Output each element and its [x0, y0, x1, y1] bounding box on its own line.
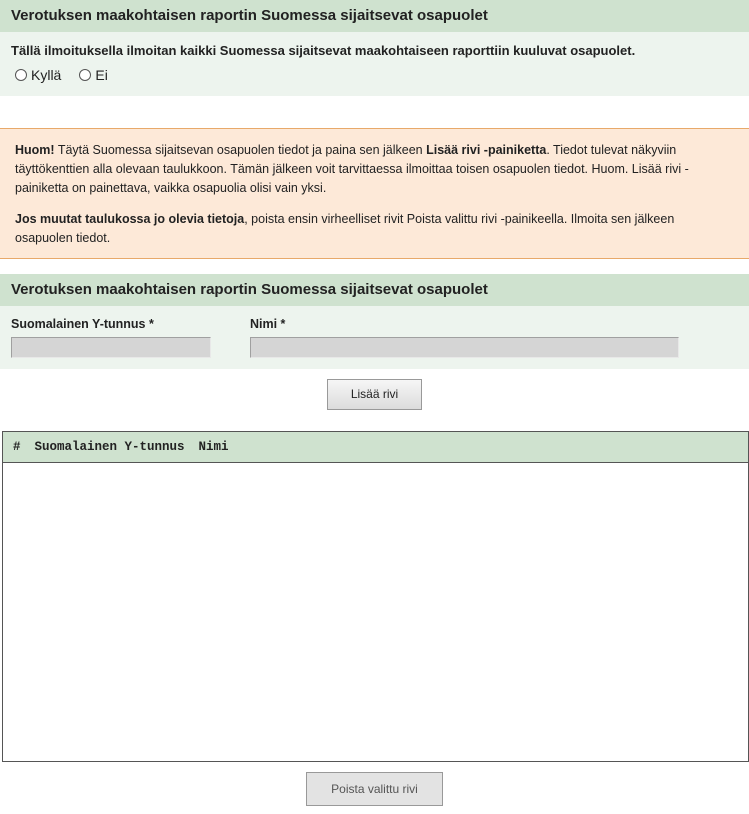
table-body[interactable]: [3, 463, 748, 761]
radio-no[interactable]: [79, 69, 91, 81]
nimi-input[interactable]: [250, 337, 679, 358]
notice-huom: Huom!: [15, 143, 55, 157]
radio-group: [15, 67, 126, 83]
table-header: [3, 432, 748, 463]
notice-text-1a: Täytä Suomessa sijaitsevan osapuolen tiedot ja paina sen jälkeen: [54, 143, 427, 157]
question-text: Tällä ilmoituksella ilmoitan kaikki Suomessa sijaitsevat maakohtaiseen raporttiin kuuluvat osapuolet.: [11, 43, 636, 58]
radio-yes[interactable]: [15, 69, 27, 81]
notice-paragraph-2: [15, 210, 734, 248]
radio-yes-label[interactable]: Kyllä: [31, 67, 62, 83]
notice-paragraph-1: [15, 141, 734, 198]
notice-bold-2: Jos muutat taulukossa jo olevia tietoja: [15, 212, 245, 226]
col-number: #: [13, 440, 21, 454]
col-ytunnus: Suomalainen Y-tunnus: [34, 440, 185, 454]
results-table: [2, 431, 749, 762]
notice-text-2: , poista ensin virheelliset rivit Poista valittu rivi -painikeella. Ilmoita sen jälkeen osapuolen tiedot.: [15, 212, 675, 245]
notice-text-1b: . Tiedot tulevat näkyviin täyttökenttien alla olevaan taulukkoon. Tämän jälkeen voit tarvittaessa ilmoittaa toisen osapuolen tiedot. Huom. Lisää rivi -painiketta on painettava, vaikka osapuolia olisi vain yksi.: [15, 143, 689, 195]
nimi-label: Nimi *: [250, 317, 286, 331]
col-nimi: Nimi: [198, 440, 229, 454]
section-title-1: Verotuksen maakohtaisen raportin Suomessa sijaitsevat osapuolet: [11, 7, 488, 24]
section-header-1: [0, 0, 749, 32]
section-body-1: [0, 32, 749, 96]
notice-box: [0, 128, 749, 259]
radio-no-label[interactable]: Ei: [95, 67, 108, 83]
section-header-2: [0, 274, 749, 306]
add-row-button[interactable]: Lisää rivi: [327, 379, 422, 410]
notice-lisaa-bold: Lisää rivi -painiketta: [426, 143, 547, 157]
ytunnus-label: Suomalainen Y-tunnus *: [11, 317, 154, 331]
ytunnus-input[interactable]: [11, 337, 211, 358]
remove-row-button[interactable]: Poista valittu rivi: [306, 772, 443, 806]
section-title-2: Verotuksen maakohtaisen raportin Suomessa sijaitsevat osapuolet: [11, 281, 488, 298]
